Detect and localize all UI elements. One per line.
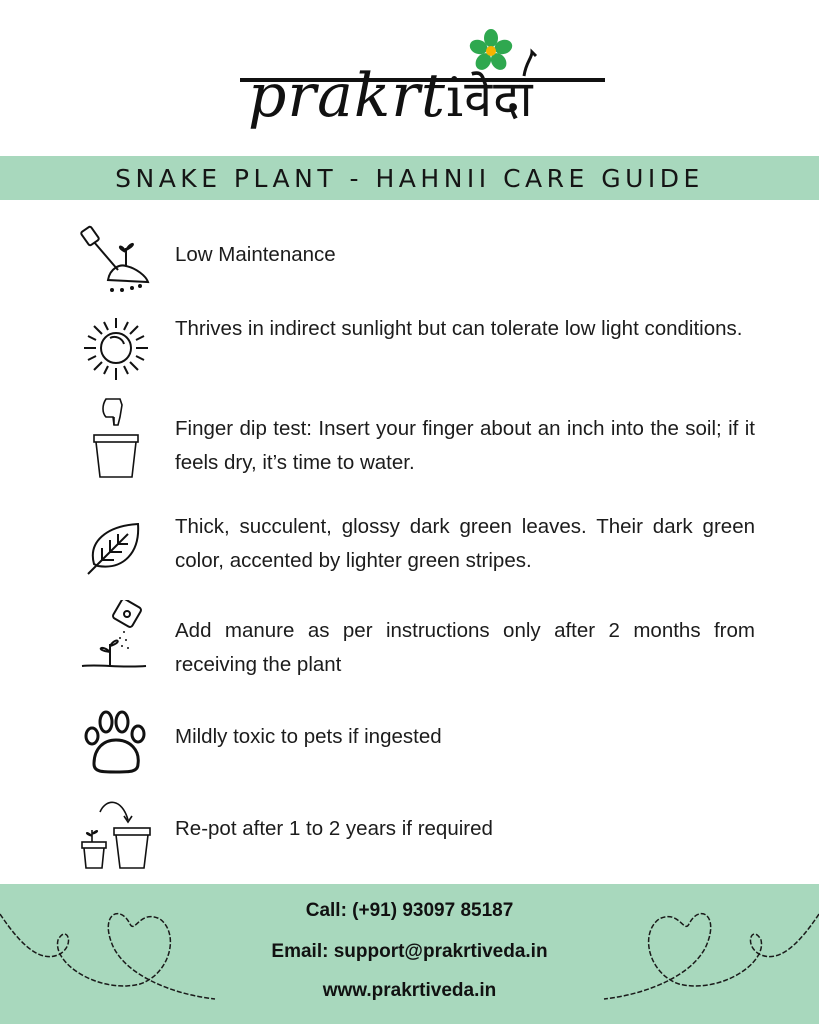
- finger-pot-icon: [80, 395, 152, 481]
- contact-phone[interactable]: Call: (+91) 93097 85187: [305, 900, 514, 921]
- care-item-text: Thick, succulent, glossy dark green leaves. Their dark green color, accented by lighter green stripes.: [175, 515, 755, 572]
- care-item-text: Thrives in indirect sunlight but can tolerate low light conditions.: [175, 317, 743, 340]
- contact-footer: [0, 884, 819, 1024]
- care-item-text: Low Maintenance: [175, 243, 336, 266]
- care-item-text: Re-pot after 1 to 2 years if required: [175, 817, 493, 840]
- leaf-icon: [80, 512, 152, 584]
- repot-icon: [80, 798, 152, 870]
- care-item-text: Finger dip test: Insert your finger about an inch into the soil; if it feels dry, it’s time to water.: [175, 417, 755, 474]
- contact-email[interactable]: Email: support@prakrtiveda.in: [271, 941, 548, 962]
- shovel-plant-icon: [80, 222, 152, 294]
- contact-website[interactable]: www.prakrtiveda.in: [322, 980, 497, 1001]
- brand-logo: [240, 28, 610, 143]
- care-item-text: Add manure as per instructions only after 2 months from receiving the plant: [175, 619, 755, 676]
- logo-text: prakrtiवेदा: [248, 61, 534, 131]
- flower-icon: [468, 28, 514, 74]
- logo-flourish-icon: [520, 48, 540, 78]
- sun-icon: [80, 314, 152, 386]
- page-title: SNAKE PLANT - HAHNII CARE GUIDE: [115, 163, 704, 193]
- paw-icon: [80, 708, 152, 780]
- fertilizer-icon: [80, 600, 152, 672]
- title-banner: [0, 156, 819, 200]
- care-item-text: Mildly toxic to pets if ingested: [175, 725, 442, 748]
